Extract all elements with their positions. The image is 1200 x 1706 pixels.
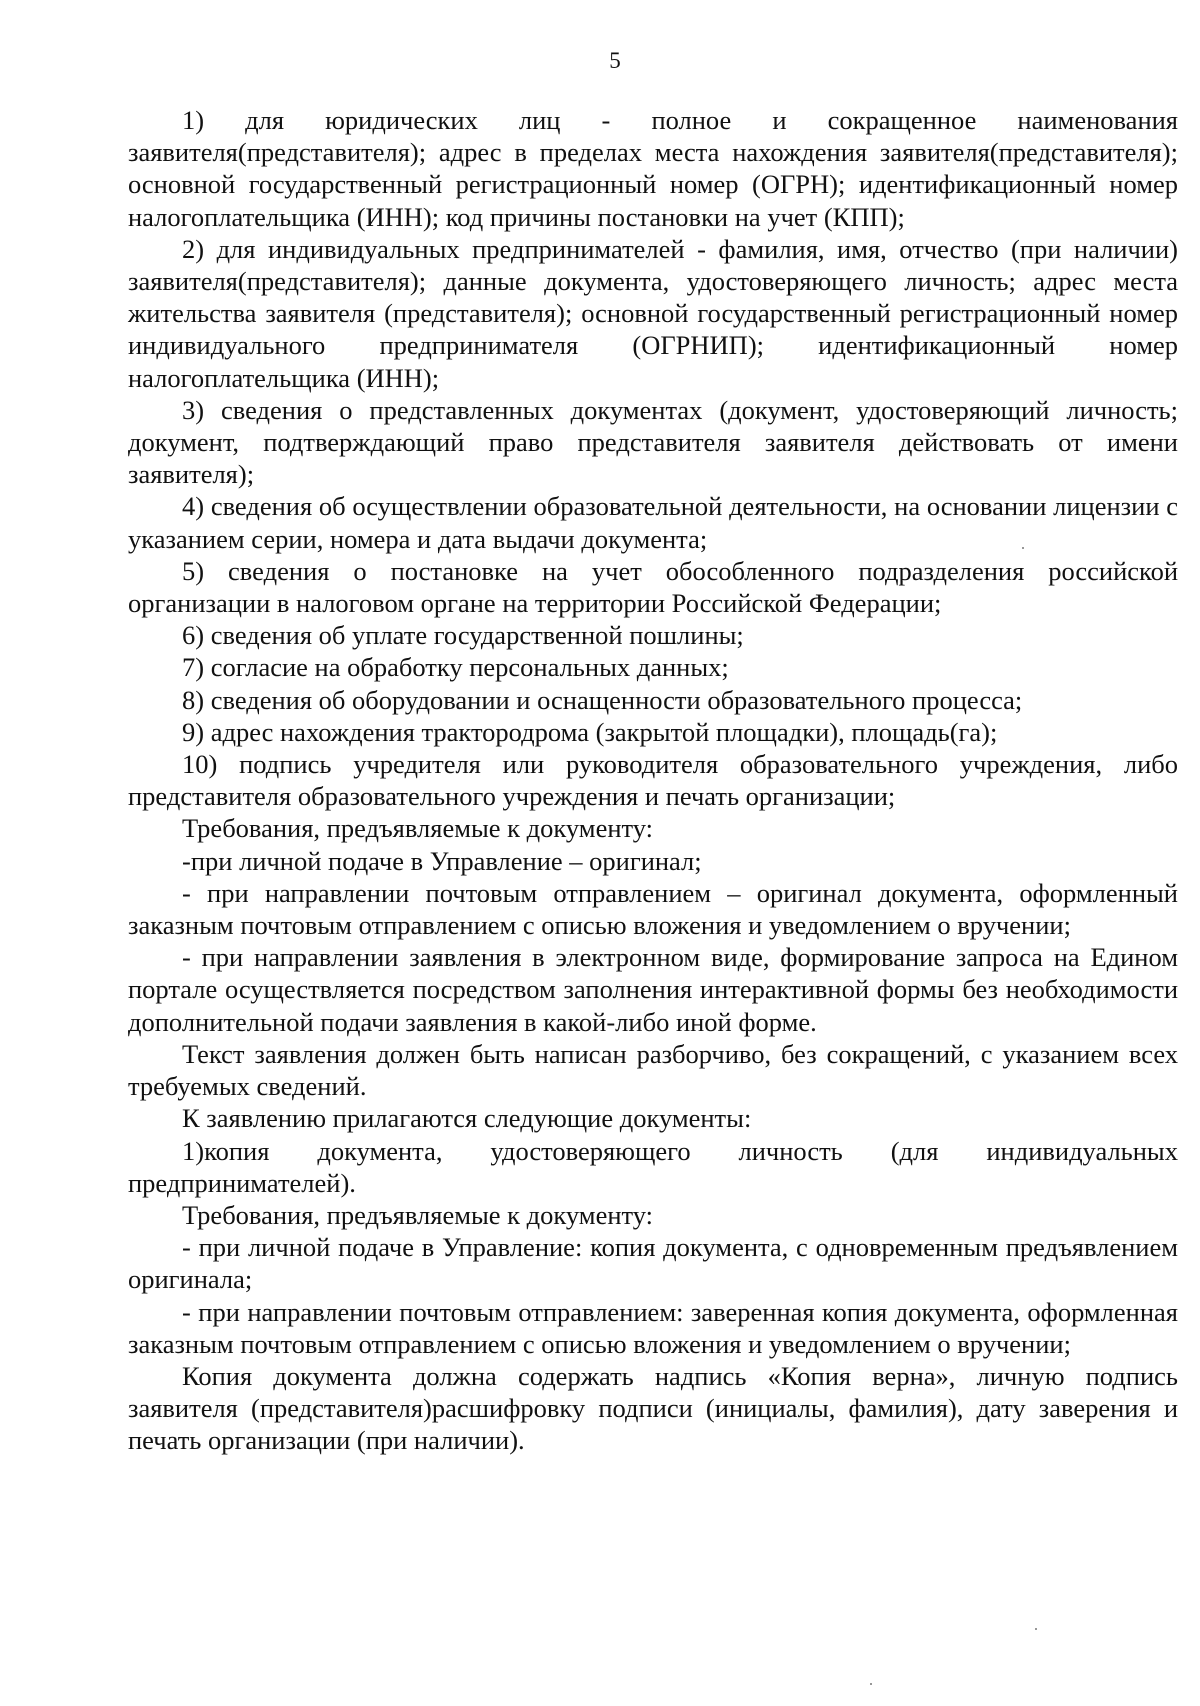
scan-speck bbox=[1035, 1628, 1037, 1630]
requirement-postal-copy: - при направлении почтовым отправлением: заверенная копия документа, оформленная заказным почтовым отправлением с описью вложения и уведомлением о вручении; bbox=[128, 1296, 1178, 1359]
attachments-heading: К заявлению прилагаются следующие документы: bbox=[182, 1103, 752, 1134]
page-number: 5 bbox=[609, 48, 621, 73]
requirement-postal: - при направлении почтовым отправлением – оригинал документа, оформленный заказным почтовым отправлением с описью вложения и уведомлением о вручении; bbox=[128, 877, 1178, 941]
list-item-submitted-documents: 3) сведения о представленных документах (документ, удостоверяющий личность; документ, подтверждающий право представителя заявителя действовать от имени заявителя); bbox=[128, 394, 1178, 490]
list-item-individual-entrepreneurs: 2) для индивидуальных предпринимателей - фамилия, имя, отчество (при наличии) заявителя(представителя); данные документа, удостоверяющего личность; адрес места жительства заявителя (представителя); основной государственный регистрационный номер индивидуального предпринимателя (ОГРНИП); идентификационный номер налогоплательщика (ИНН); bbox=[128, 233, 1178, 393]
requirements-heading-2: Требования, предъявляемые к документу: bbox=[182, 1199, 654, 1230]
attachment-identity-copy: 1)копия документа, удостоверяющего личность (для индивидуальных предпринимателей). bbox=[128, 1135, 1178, 1198]
copy-certification-rule: Копия документа должна содержать надпись «Копия верна», личную подпись заявителя (представителя)расшифровку подписи (инициалы, фамилия), дату заверения и печать организации (при наличии). bbox=[128, 1360, 1178, 1456]
requirement-in-person-copy: - при личной подаче в Управление: копия документа, с одновременным предъявлением оригинала; bbox=[128, 1232, 1178, 1295]
requirement-in-person: -при личной подаче в Управление – оригинал; bbox=[182, 845, 702, 876]
scan-speck bbox=[870, 1683, 872, 1685]
requirements-heading: Требования, предъявляемые к документу: bbox=[182, 813, 654, 844]
document-body bbox=[128, 104, 1178, 1457]
requirement-electronic: - при направлении заявления в электронном виде, формирование запроса на Едином портале осуществляется посредством заполнения интерактивной формы без необходимости дополнительной подачи заявления в какой-либо иной форме. bbox=[128, 942, 1178, 1037]
list-item-tractor-track-address: 9) адрес нахождения трактородрома (закрытой площадки), площадь(га); bbox=[182, 716, 998, 747]
list-item-educational-activity: 4) сведения об осуществлении образовательной деятельности, на основании лицензии с указанием серии, номера и дата выдачи документа; bbox=[128, 491, 1178, 554]
list-item-tax-registration: 5) сведения о постановке на учет обособленного подразделения российской организации в налоговом органе на территории Российской Федерации; bbox=[128, 555, 1178, 619]
application-text-rule: Текст заявления должен быть написан разборчиво, без сокращений, с указанием всех требуемых сведений. bbox=[128, 1038, 1178, 1102]
list-item-signature-seal: 10) подпись учредителя или руководителя образовательного учреждения, либо представителя образовательного учреждения и печать организации; bbox=[128, 749, 1178, 812]
list-item-state-fee: 6) сведения об уплате государственной пошлины; bbox=[182, 620, 744, 651]
list-item-legal-entities: 1) для юридических лиц - полное и сокращенное наименования заявителя(представителя); адрес в пределах места нахождения заявителя(представителя); основной государственный регистрационный номер (ОГРН); идентификационный номер налогоплательщика (ИНН); код причины постановки на учет (КПП); bbox=[128, 105, 1178, 232]
scan-speck bbox=[1022, 547, 1024, 549]
list-item-equipment: 8) сведения об оборудовании и оснащенности образовательного процесса; bbox=[182, 684, 1023, 715]
list-item-personal-data-consent: 7) согласие на обработку персональных данных; bbox=[182, 652, 729, 683]
